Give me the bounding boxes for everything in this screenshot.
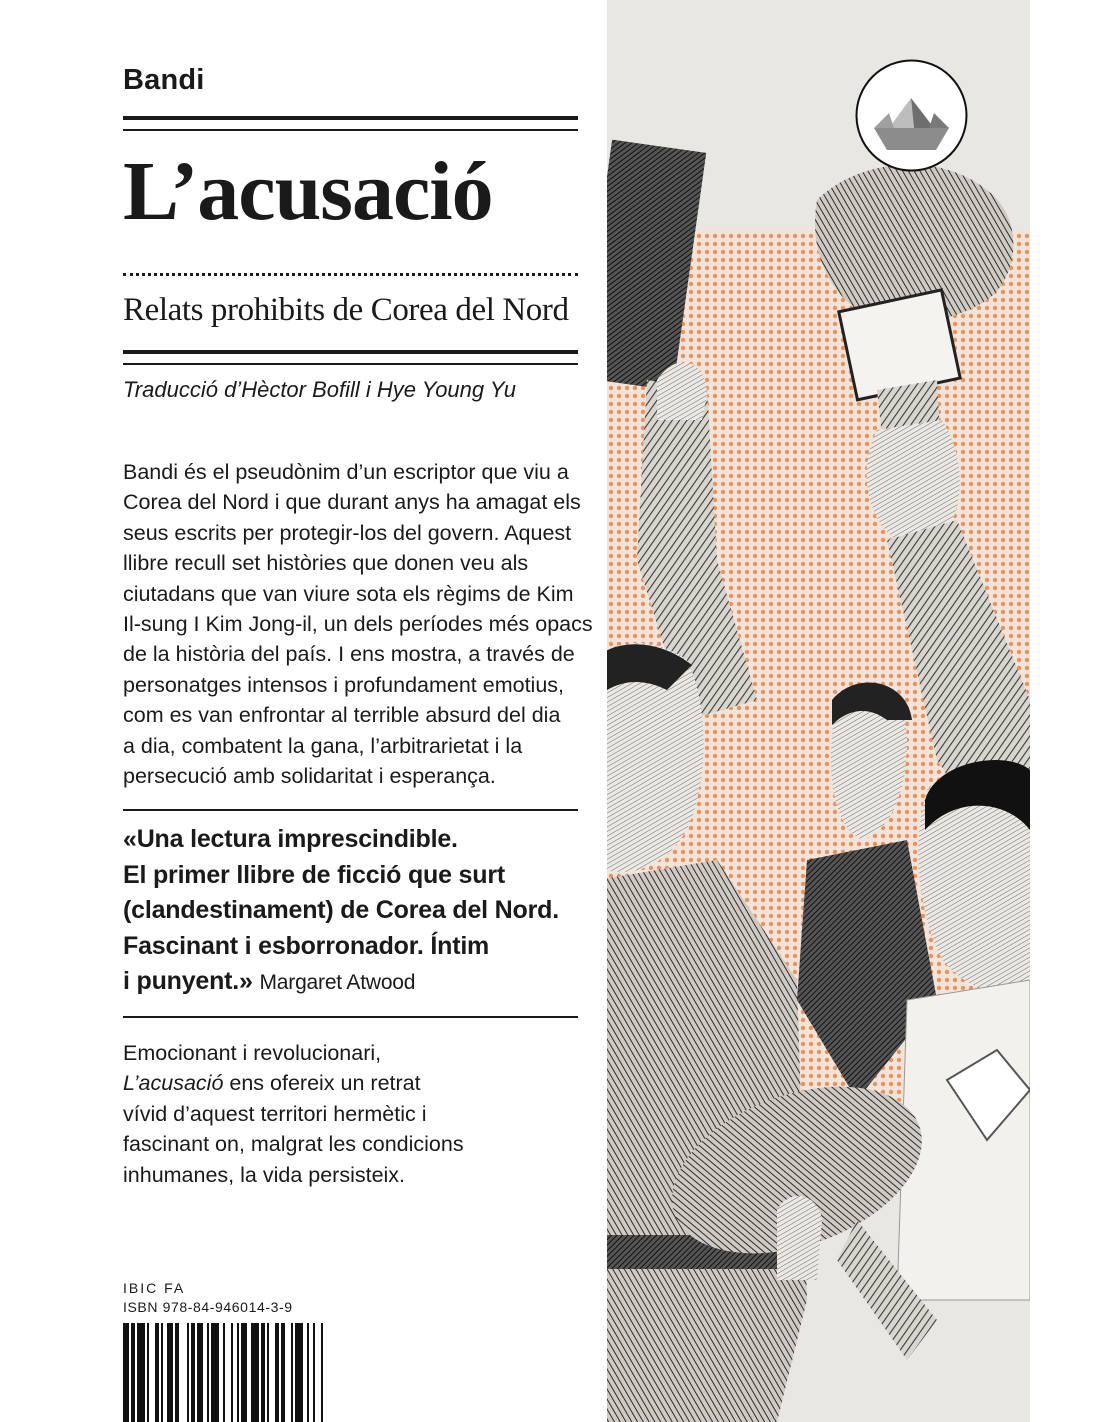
paper-boat-icon xyxy=(854,58,969,173)
barcode-bar xyxy=(137,1323,145,1422)
quote-line: Fascinant i esborronador. Íntim xyxy=(123,931,490,960)
barcode-bar xyxy=(187,1323,189,1422)
description-line: Corea del Nord i que durant anys ha amagat els xyxy=(123,490,581,515)
author-name: Bandi xyxy=(123,64,205,96)
barcode xyxy=(123,1323,373,1422)
barcode-bar xyxy=(167,1323,173,1422)
closing-line: fascinant on, malgrat les condicions xyxy=(123,1132,464,1157)
quote-attribution: Margaret Atwood xyxy=(259,971,416,994)
description-line: seus escrits per protegir-los del govern. Aquest xyxy=(123,520,572,545)
closing-line-rest: ens ofereix un retrat xyxy=(223,1071,421,1096)
description-line: ciutadans que van viure sota els règims de Kim xyxy=(123,581,574,606)
barcode-bar xyxy=(155,1323,159,1422)
divider-dotted xyxy=(123,273,578,276)
description-line: de la història del país. I ens mostra, a través de xyxy=(123,642,575,667)
cover-illustration xyxy=(607,0,1030,1422)
isbn-number: ISBN 978-84-946014-3-9 xyxy=(123,1299,293,1315)
barcode-bar xyxy=(147,1323,149,1422)
quote-text: i punyent.» xyxy=(123,967,253,995)
barcode-bar xyxy=(241,1323,247,1422)
barcode-bar xyxy=(321,1323,323,1422)
book-description xyxy=(123,457,593,791)
barcode-bar xyxy=(307,1323,309,1422)
engraving-illustration xyxy=(607,0,1030,1422)
barcode-bar xyxy=(237,1323,239,1422)
book-subtitle: Relats prohibits de Corea del Nord xyxy=(123,292,569,328)
barcode-bar xyxy=(223,1323,225,1422)
barcode-bar xyxy=(175,1323,179,1422)
quote-line: (clandestinament) de Corea del Nord. xyxy=(123,896,559,924)
barcode-bar xyxy=(123,1323,129,1422)
barcode-bar xyxy=(191,1323,195,1422)
closing-line xyxy=(123,1068,578,1098)
barcode-bar xyxy=(267,1323,269,1422)
divider-closing xyxy=(123,1016,578,1018)
description-line: Bandi és el pseudònim d’un escriptor que viu a xyxy=(123,460,569,484)
barcode-bar xyxy=(275,1323,279,1422)
closing-title-italic: L’acusació xyxy=(123,1071,224,1096)
barcode-bar xyxy=(131,1323,135,1422)
book-title: L’acusació xyxy=(123,145,493,238)
description-line: a dia, combatent la gana, l’arbitrarietat i la xyxy=(123,733,523,758)
quote-line-last xyxy=(123,964,578,1001)
description-line: personatges intensos i profundament emotius, xyxy=(123,672,565,697)
barcode-bar xyxy=(197,1323,203,1422)
barcode-bar xyxy=(261,1323,265,1422)
description-line: com es van enfrontar al terrible absurd del dia xyxy=(123,703,561,728)
barcode-bar xyxy=(211,1323,219,1422)
barcode-bar xyxy=(161,1323,163,1422)
description-line: Il-sung I Kim Jong-il, un dels períodes més opacs xyxy=(123,612,593,637)
description-line: persecució amb solidaritat i esperança. xyxy=(123,764,496,789)
barcode-bar xyxy=(291,1323,293,1422)
divider-quote xyxy=(123,809,578,811)
barcode-bar xyxy=(251,1323,259,1422)
barcode-bar xyxy=(313,1323,315,1422)
closing-line: inhumanes, la vida persisteix. xyxy=(123,1162,406,1187)
closing-blurb xyxy=(123,1038,578,1190)
quote-line: «Una lectura imprescindible. xyxy=(123,825,458,853)
ibic-code: IBIC FA xyxy=(123,1280,186,1296)
divider-double-top xyxy=(123,116,578,131)
quote-line: El primer llibre de ficció que surt xyxy=(123,860,505,889)
description-line: llibre recull set històries que donen veu als xyxy=(123,551,529,576)
barcode-bar xyxy=(295,1323,303,1422)
translator-credit: Traducció d’Hèctor Bofill i Hye Young Yu xyxy=(123,377,516,402)
barcode-bar xyxy=(281,1323,285,1422)
closing-line: Emocionant i revolucionari, xyxy=(123,1041,382,1065)
barcode-bar xyxy=(207,1323,209,1422)
closing-line: vívid d’aquest territori hermètic i xyxy=(123,1101,427,1126)
page-margin xyxy=(1030,0,1100,1422)
barcode-bar xyxy=(231,1323,233,1422)
divider-double-middle xyxy=(123,350,578,365)
review-quote xyxy=(123,822,578,1001)
